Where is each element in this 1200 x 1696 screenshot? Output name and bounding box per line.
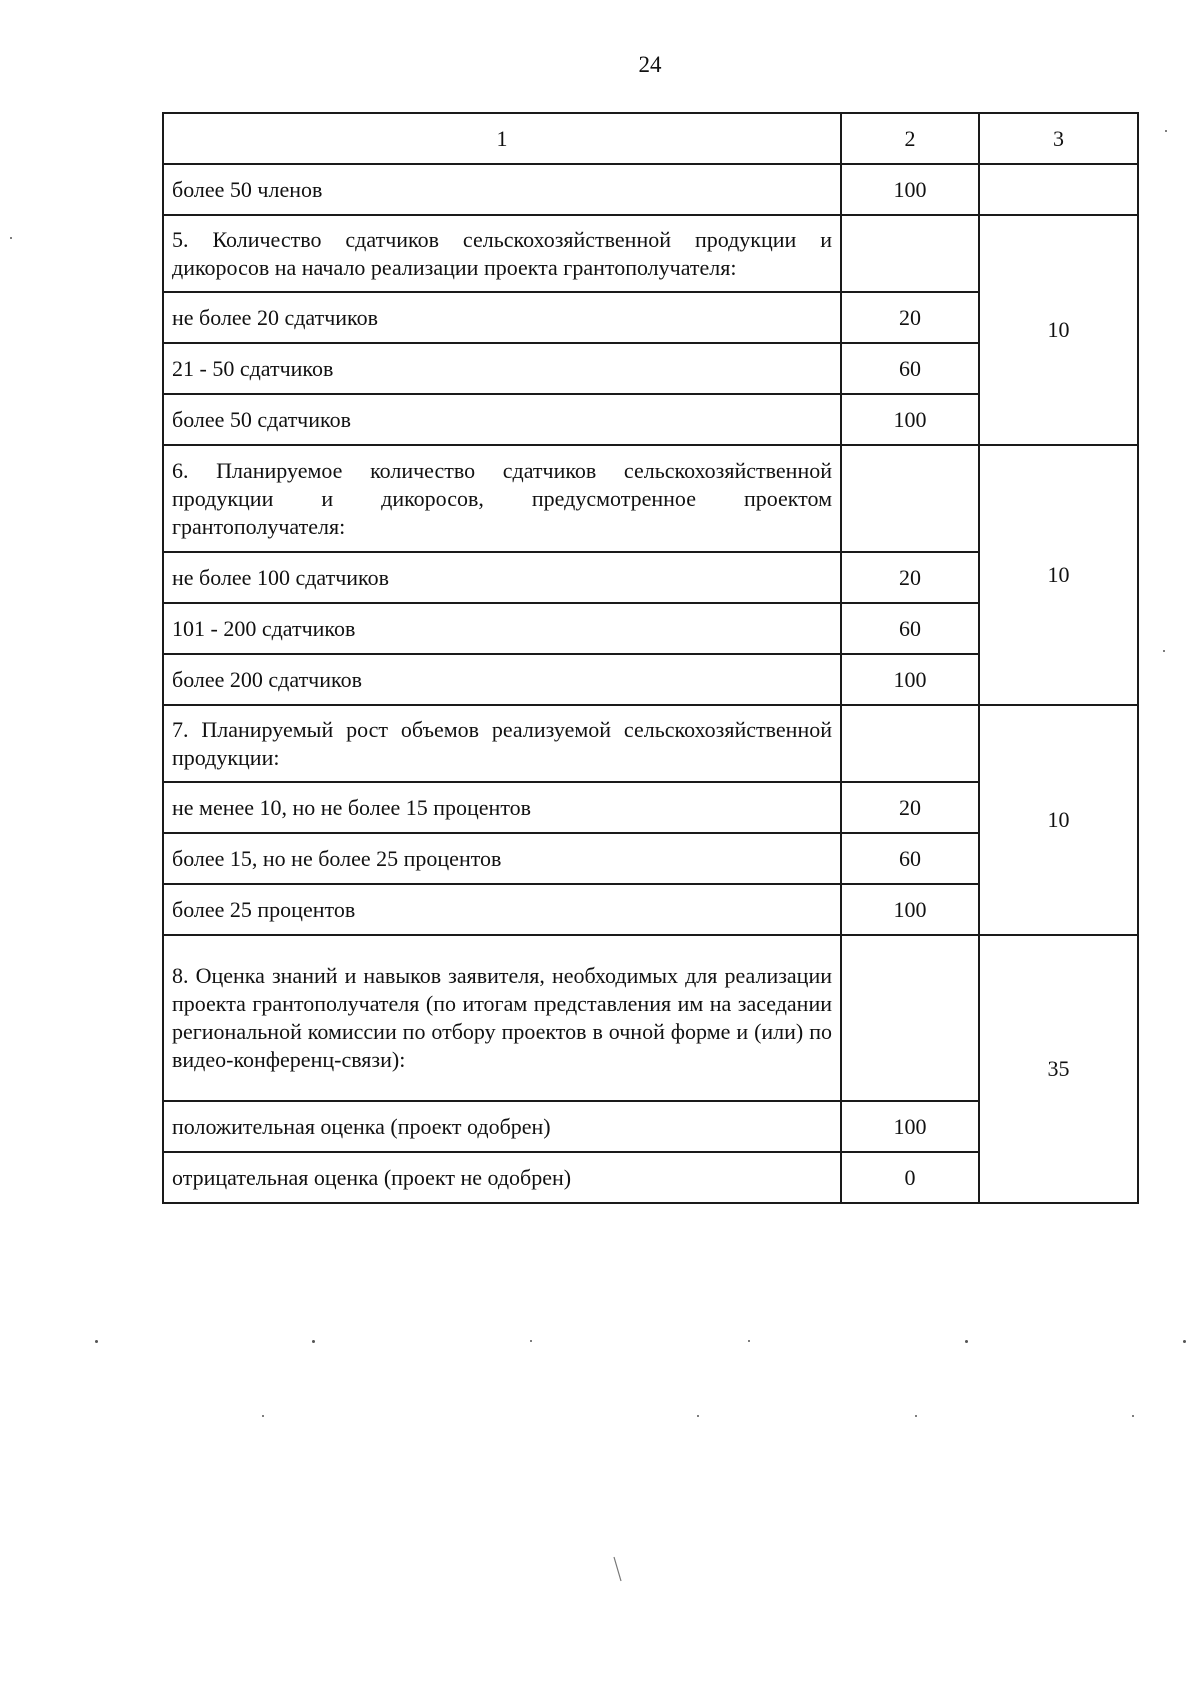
criterion-cell: положительная оценка (проект одобрен) bbox=[163, 1101, 841, 1152]
points-cell: 60 bbox=[841, 603, 979, 654]
weight-cell: 10 bbox=[979, 215, 1138, 445]
scan-speck bbox=[312, 1340, 315, 1343]
table-row bbox=[163, 164, 1138, 215]
weight-cell: 35 bbox=[979, 935, 1138, 1203]
criterion-cell: более 25 процентов bbox=[163, 884, 841, 935]
criterion-cell: более 200 сдатчиков bbox=[163, 654, 841, 705]
criterion-cell: более 50 сдатчиков bbox=[163, 394, 841, 445]
criterion-heading-cell: 8. Оценка знаний и навыков заявителя, необходимых для реализации проекта грантополучателя (по итогам представления им на заседании региональной комиссии по отбору проектов в очной форме и (или) по видео-конференц-связи): bbox=[163, 935, 841, 1101]
scan-speck bbox=[965, 1340, 968, 1343]
scan-speck bbox=[1183, 1340, 1186, 1343]
criterion-cell: 21 - 50 сдатчиков bbox=[163, 343, 841, 394]
points-cell: 20 bbox=[841, 552, 979, 603]
points-cell: 60 bbox=[841, 833, 979, 884]
column-header-3: 3 bbox=[979, 113, 1138, 164]
table-row bbox=[163, 445, 1138, 552]
criterion-heading-cell: 7. Планируемый рост объемов реализуемой сельскохозяйственной продукции: bbox=[163, 705, 841, 782]
points-cell: 20 bbox=[841, 292, 979, 343]
scan-speck bbox=[697, 1415, 699, 1417]
points-cell: 60 bbox=[841, 343, 979, 394]
criterion-cell: не менее 10, но не более 15 процентов bbox=[163, 782, 841, 833]
points-cell: 20 bbox=[841, 782, 979, 833]
points-cell: 100 bbox=[841, 654, 979, 705]
criterion-cell: более 15, но не более 25 процентов bbox=[163, 833, 841, 884]
scan-speck bbox=[1165, 130, 1167, 132]
weight-cell: 10 bbox=[979, 445, 1138, 705]
scan-speck bbox=[95, 1340, 98, 1343]
points-cell: 100 bbox=[841, 1101, 979, 1152]
scan-speck bbox=[262, 1415, 264, 1417]
scan-speck bbox=[748, 1340, 750, 1342]
column-header-2: 2 bbox=[841, 113, 979, 164]
points-cell bbox=[841, 705, 979, 782]
weight-cell bbox=[979, 164, 1138, 215]
scan-speck bbox=[1163, 650, 1165, 652]
criterion-cell: отрицательная оценка (проект не одобрен) bbox=[163, 1152, 841, 1203]
criterion-cell: более 50 членов bbox=[163, 164, 841, 215]
points-cell bbox=[841, 445, 979, 552]
column-header-1: 1 bbox=[163, 113, 841, 164]
scan-speck bbox=[915, 1415, 917, 1417]
criterion-cell: 101 - 200 сдатчиков bbox=[163, 603, 841, 654]
points-cell: 100 bbox=[841, 394, 979, 445]
scoring-table bbox=[162, 112, 1139, 1204]
table-row bbox=[163, 935, 1138, 1101]
criterion-cell: не более 100 сдатчиков bbox=[163, 552, 841, 603]
scan-speck bbox=[1132, 1415, 1134, 1417]
table-header-row bbox=[163, 113, 1138, 164]
criterion-heading-cell: 6. Планируемое количество сдатчиков сельскохозяйственной продукции и дикоросов, предусмотренное проектом грантополучателя: bbox=[163, 445, 841, 552]
page-number: 24 bbox=[638, 52, 662, 77]
scan-speck bbox=[10, 237, 12, 239]
table-row bbox=[163, 705, 1138, 782]
criterion-heading-cell: 5. Количество сдатчиков сельскохозяйственной продукции и дикоросов на начало реализации проекта грантополучателя: bbox=[163, 215, 841, 292]
points-cell bbox=[841, 935, 979, 1101]
points-cell: 0 bbox=[841, 1152, 979, 1203]
criterion-cell: не более 20 сдатчиков bbox=[163, 292, 841, 343]
points-cell: 100 bbox=[841, 164, 979, 215]
points-cell: 100 bbox=[841, 884, 979, 935]
scan-speck bbox=[530, 1340, 532, 1342]
points-cell bbox=[841, 215, 979, 292]
weight-cell: 10 bbox=[979, 705, 1138, 935]
scan-mark bbox=[612, 1555, 624, 1585]
table-row bbox=[163, 215, 1138, 292]
